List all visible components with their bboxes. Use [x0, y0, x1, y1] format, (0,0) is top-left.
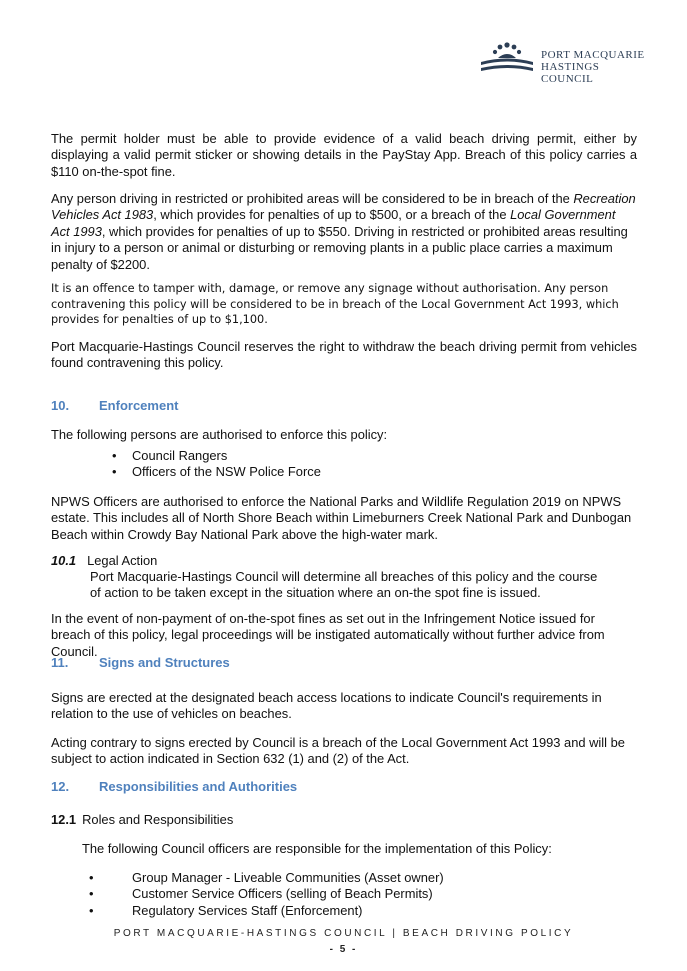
acting-contrary-paragraph: Acting contrary to signs erected by Council is a breach of the Local Government Act 1993 and will be subject to action indicated in Section 632 (1) and (2) of the Act.	[51, 735, 625, 767]
list-item	[89, 870, 612, 886]
list-item-text: Officers of the NSW Police Force	[132, 464, 321, 480]
section-number: 12.	[51, 779, 70, 794]
list-item	[89, 902, 612, 919]
list-item-text: Group Manager - Liveable Communities (Asset owner)	[132, 870, 444, 885]
subsection-number: 10.1	[51, 553, 77, 568]
officers-list	[89, 870, 612, 919]
enforcers-list	[112, 448, 612, 481]
subsection-number: 12.1	[51, 812, 77, 827]
text-run: Any person driving in restricted or prohibited areas will be considered to be in breach of the	[51, 191, 574, 206]
act-name-local-government: Local Government Act 1993	[51, 207, 616, 239]
council-logo	[478, 40, 648, 85]
list-item-text: Council Rangers	[132, 448, 228, 463]
council-logo-icon	[478, 40, 536, 76]
bullet-icon: •	[89, 886, 94, 902]
withdraw-permit-paragraph: Port Macquarie-Hastings Council reserves the right to withdraw the beach driving permit from vehicles found contravening this policy.	[51, 339, 637, 371]
text-run: , which provides for penalties of up to $500, or a breach of the	[153, 207, 511, 223]
section-number: 11.	[51, 655, 69, 670]
section-number: 10.	[51, 398, 70, 413]
non-payment-paragraph: In the event of non-payment of on-the-spot fines as set out in the Infringement Notice issued for breach of this policy, legal proceedings will be instigated automatically without further advice from Council.	[51, 611, 605, 659]
list-item-text: Customer Service Officers (selling of Beach Permits)	[132, 886, 433, 902]
bullet-icon: •	[89, 870, 94, 885]
list-item	[112, 464, 612, 480]
section-heading-signs	[51, 655, 230, 671]
permit-evidence-paragraph: The permit holder must be able to provide evidence of a valid beach driving permit, either by displaying a valid permit sticker or showing details in the PayStay App. Breach of this policy carries a $110 on-the-spot fine.	[51, 131, 637, 179]
act-name-recreation-vehicles: Recreation Vehicles Act 1983	[51, 191, 636, 223]
list-item-text: Regulatory Services Staff (Enforcement)	[132, 902, 363, 918]
section-title: Enforcement	[99, 398, 179, 413]
legal-action-text: Port Macquarie-Hastings Council will determine all breaches of this policy and the course of action to be taken except in the situation where an on-the spot fine is issued.	[90, 569, 598, 601]
list-item	[89, 886, 612, 902]
bullet-icon: •	[89, 902, 94, 918]
list-item	[112, 448, 612, 464]
section-heading-responsibilities	[51, 779, 297, 795]
subsection-heading-roles	[51, 812, 233, 828]
section-title: Responsibilities and Authorities	[99, 779, 298, 794]
section-title: Signs and Structures	[99, 655, 230, 670]
org-name-line1: PORT MACQUARIE	[541, 49, 645, 61]
text-run: , which provides for penalties of up to $550. Driving in restricted or prohibited areas resulting in injury to a person or animal or disturbing or removing plants in a public place carries a maximum penalty of $2200.	[51, 223, 628, 272]
signs-paragraph: Signs are erected at the designated beach access locations to indicate Council's requirements in relation to the use of vehicles on beaches.	[51, 690, 602, 722]
org-name-line2: HASTINGS COUNCIL	[541, 61, 600, 85]
enforcement-intro: The following persons are authorised to enforce this policy:	[51, 427, 388, 442]
bullet-icon: •	[112, 448, 117, 463]
restricted-areas-paragraph	[51, 191, 637, 273]
subsection-title: Legal Action	[87, 553, 158, 568]
roles-intro: The following Council officers are responsible for the implementation of this Policy:	[82, 841, 552, 856]
footer-title: PORT MACQUARIE-HASTINGS COUNCIL | BEACH DRIVING POLICY	[113, 928, 574, 939]
npws-paragraph: NPWS Officers are authorised to enforce the National Parks and Wildlife Regulation 2019 on NPWS estate. This includes all of North Shore Beach within Limeburners Creek National Park and Dunbogan Beach within Crowdy Bay National Park above the high-water mark.	[51, 494, 632, 542]
page-number: - 5 -	[329, 944, 358, 955]
subsection-heading-legal-action	[51, 553, 157, 569]
signage-offence-paragraph: It is an offence to tamper with, damage, or remove any signage without authorisation. Any person contravening this policy will be considered to be in breach of the Local Government Act 1993, which provides for penalties of up to $1,100.	[51, 282, 619, 326]
section-heading-enforcement	[51, 398, 178, 414]
subsection-title: Roles and Responsibilities	[82, 812, 234, 827]
bullet-icon: •	[112, 464, 117, 480]
